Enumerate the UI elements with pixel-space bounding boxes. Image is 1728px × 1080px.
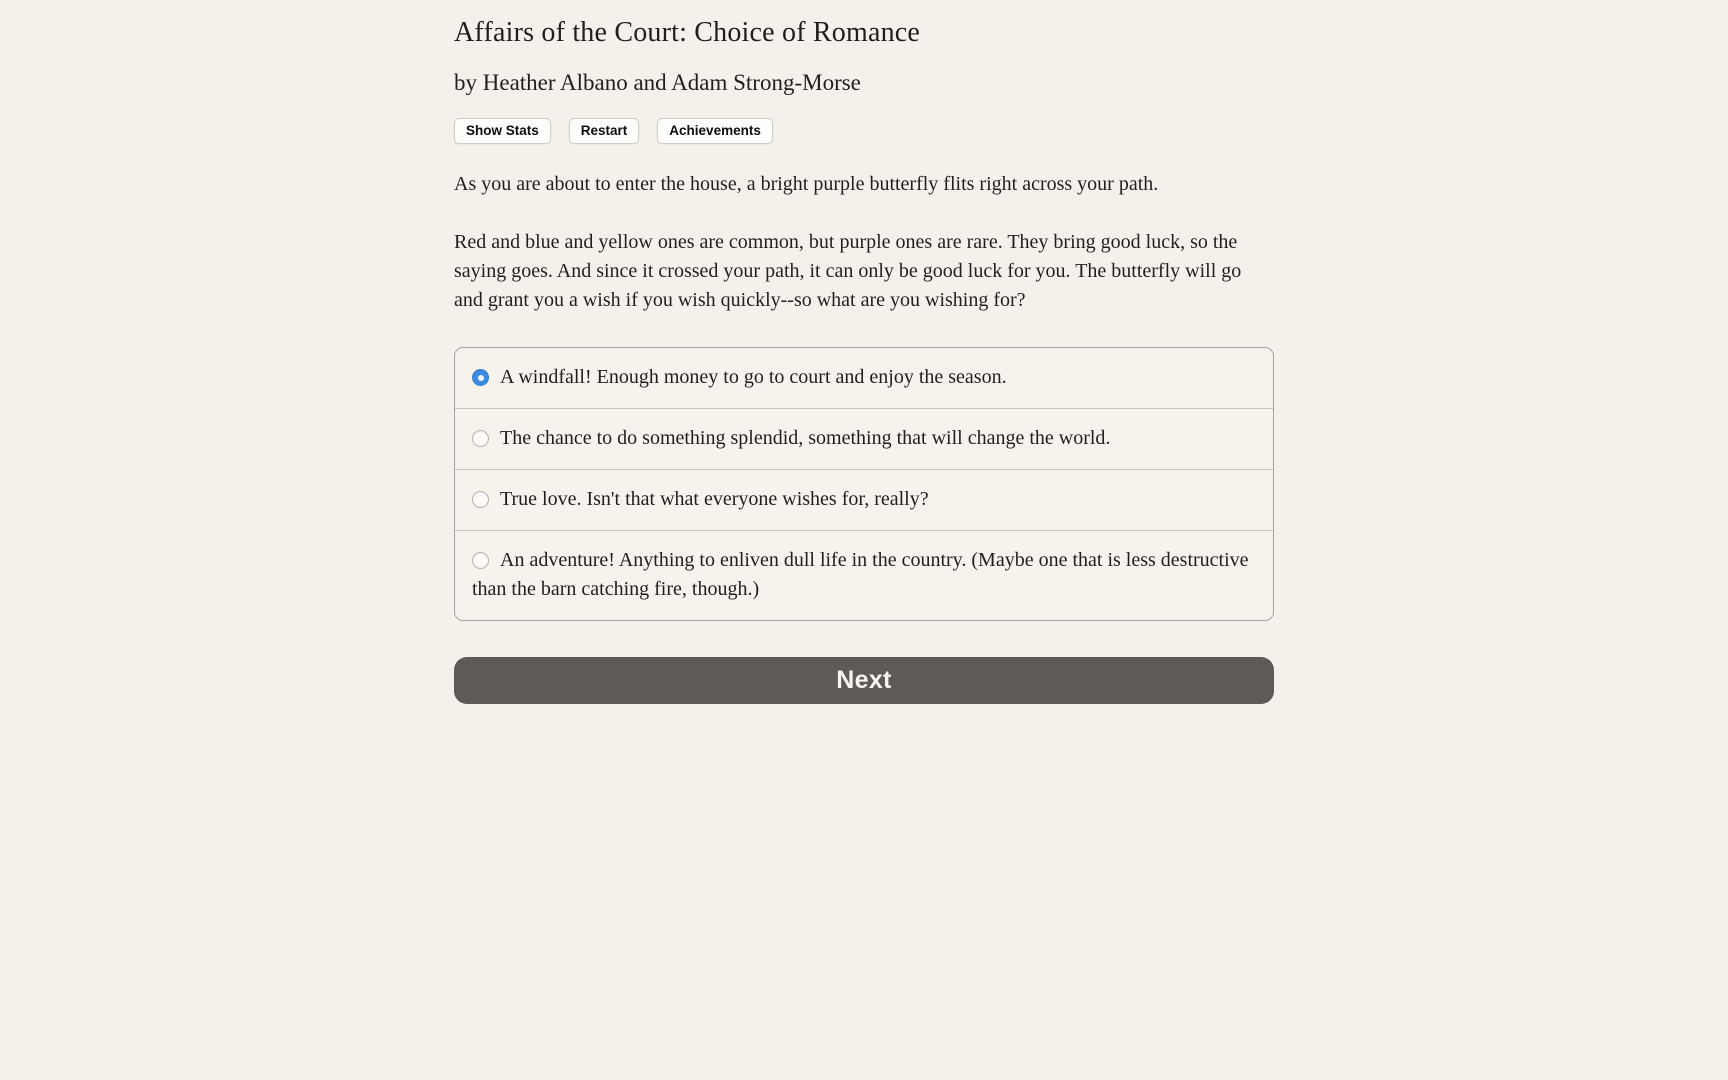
choice-option[interactable] [455, 348, 1273, 408]
toolbar [454, 118, 1274, 144]
choice-option[interactable] [455, 530, 1273, 620]
story-paragraph: As you are about to enter the house, a bright purple butterfly flits right across your path. [454, 173, 1159, 195]
choice-option[interactable] [455, 408, 1273, 469]
show-stats-button[interactable]: Show Stats [454, 118, 551, 144]
radio-unselected-icon[interactable] [472, 491, 489, 508]
radio-unselected-icon[interactable] [472, 430, 489, 447]
page-title: Affairs of the Court: Choice of Romance [454, 17, 921, 48]
author-byline: by Heather Albano and Adam Strong-Morse [454, 70, 861, 95]
radio-unselected-icon[interactable] [472, 552, 489, 569]
choice-option-label: A windfall! Enough money to go to court and enjoy the season. [500, 366, 1007, 388]
choice-option-label: The chance to do something splendid, something that will change the world. [500, 427, 1111, 449]
story-paragraph: Red and blue and yellow ones are common, but purple ones are rare. They bring good luck, so the saying goes. And since it crossed your path, it can only be good luck for you. The butterfly will go and grant you a wish if you wish quickly--so what are you wishing for? [454, 231, 1242, 311]
next-button[interactable]: Next [454, 657, 1274, 704]
radio-selected-icon[interactable] [472, 369, 489, 386]
achievements-button[interactable]: Achievements [657, 118, 773, 144]
choice-option[interactable] [455, 469, 1273, 530]
game-page [454, 0, 1274, 704]
story-text [454, 170, 1274, 315]
choice-option-label: An adventure! Anything to enliven dull life in the country. (Maybe one that is less destructive than the barn catching fire, though.) [472, 549, 1249, 600]
choice-group [454, 347, 1274, 621]
choice-option-label: True love. Isn't that what everyone wishes for, really? [500, 488, 929, 510]
restart-button[interactable]: Restart [569, 118, 640, 144]
